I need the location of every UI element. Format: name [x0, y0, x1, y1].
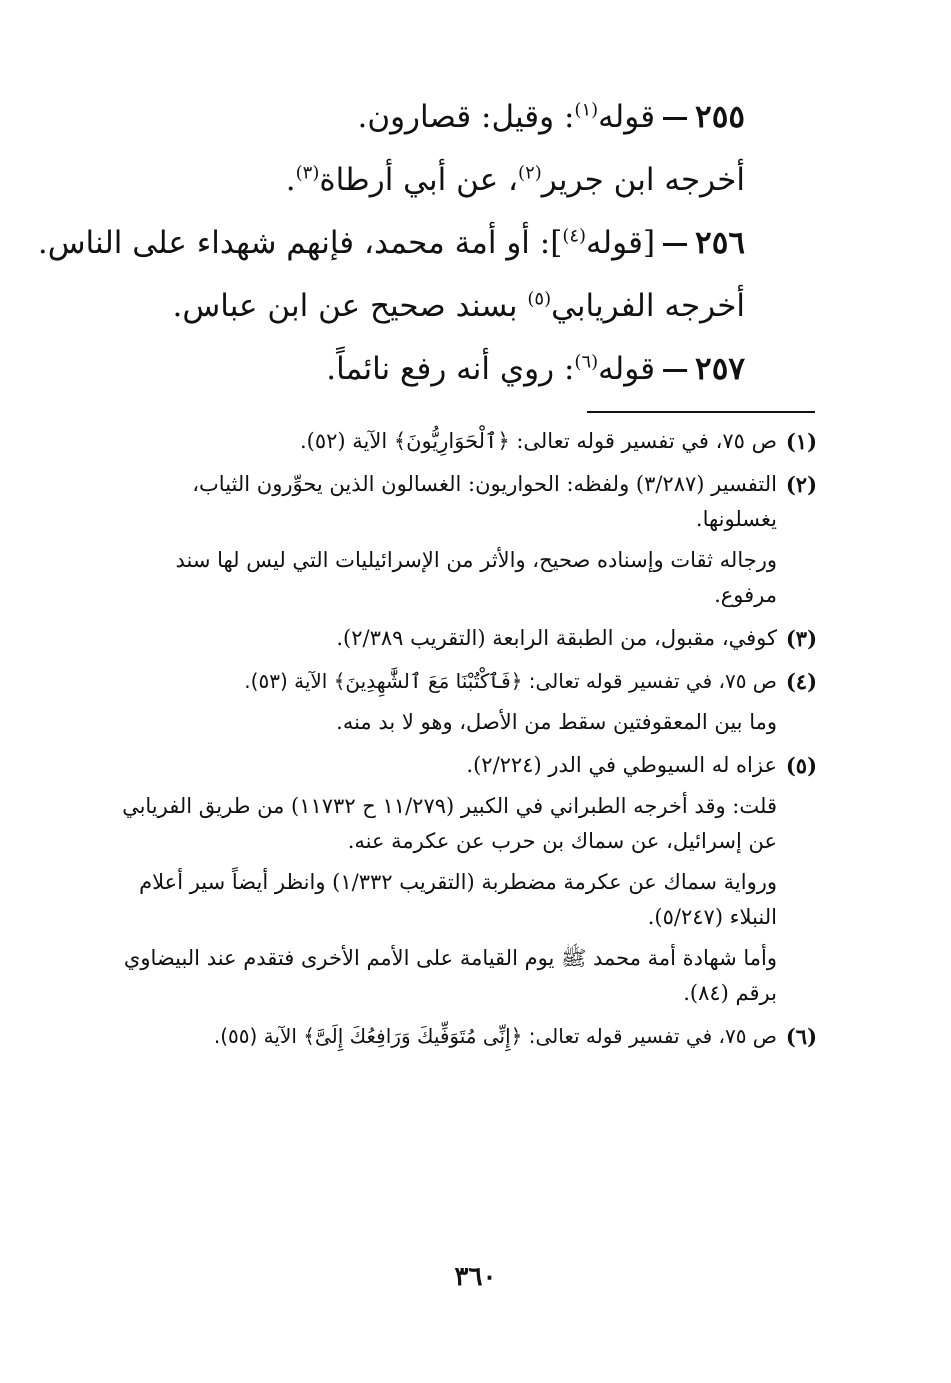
footnote-text: ص ٧٥، في تفسير قوله تعالى: ﴿إِنِّى مُتَوَفِّيكَ وَرَافِعُكَ إِلَىَّ﴾ الآية (٥٥).	[213, 1024, 777, 1048]
footnote-number: (٣)	[785, 626, 817, 651]
footnote-number: (٥)	[785, 753, 817, 778]
entry-text: بسند صحيح عن ابن عباس.	[172, 288, 528, 324]
footnote-3	[118, 621, 817, 656]
entry-256-line-1	[37, 212, 745, 275]
entry-text: [قوله	[586, 225, 656, 261]
entry-number: ٢٥٥	[695, 99, 745, 135]
footnote-text: ص ٧٥، في تفسير قوله تعالى: ﴿ٱلْحَوَارِيُّونَ﴾ الآية (٥٢).	[299, 429, 777, 453]
footnote-reference: (٥)	[527, 288, 552, 310]
footnote-text: ص ٧٥، في تفسير قوله تعالى: ﴿فَٱكْتُبْنَا مَعَ ٱلشَّٰهِدِينَ﴾ الآية (٥٣).	[244, 669, 777, 693]
footnote-number: (٦)	[785, 1024, 817, 1049]
footnote-4	[118, 664, 817, 740]
entry-255-line-2	[122, 149, 745, 212]
footnotes	[118, 424, 817, 1062]
footnote-text: التفسير (٣/٢٨٧) ولفظه: الحواريون: الغسالون الذين يحوِّرون الثياب، يغسلونها.	[192, 472, 777, 531]
footnote-extra: وما بين المعقوفتين سقط من الأصل، وهو لا بد منه.	[336, 710, 777, 734]
footnote-extra: ورواية سماك عن عكرمة مضطربة (التقريب ١/٣٣٢) وانظر أيضاً سير أعلام النبلاء (٥/٢٤٧).	[139, 870, 777, 929]
entry-text: قوله	[598, 351, 656, 387]
footnote-extra: ورجاله ثقات وإسناده صحيح، والأثر من الإسرائيليات التي ليس لها سند مرفوع.	[175, 548, 777, 607]
footnote-text: عزاه له السيوطي في الدر (٢/٢٢٤).	[466, 753, 777, 777]
footnote-5	[118, 748, 817, 1011]
entry-text: : وقيل: قصارون.	[357, 99, 575, 135]
entry-255-line-1	[122, 86, 745, 149]
entry-text: ، عن أبي أرطاة	[319, 162, 519, 198]
footnote-reference: (٤)	[562, 225, 587, 247]
entry-text: أخرجه ابن جرير	[541, 162, 745, 198]
footnote-1	[118, 424, 817, 459]
entry-dash	[663, 369, 687, 372]
entry-dash	[663, 117, 687, 120]
footnote-reference: (٦)	[574, 351, 599, 373]
footnote-reference: (٣)	[295, 162, 320, 184]
footnote-number: (١)	[785, 429, 817, 454]
footnote-text: كوفي، مقبول، من الطبقة الرابعة (التقريب ٢/٣٨٩).	[336, 626, 777, 650]
entry-text: .	[285, 162, 296, 198]
entry-257-line-1	[122, 338, 745, 401]
main-entries	[37, 86, 745, 401]
entry-text: : روي أنه رفع نائماً.	[326, 351, 575, 387]
entry-text: قوله	[598, 99, 656, 135]
footnote-extra: قلت: وقد أخرجه الطبراني في الكبير (١١/٢٧٩ ح ١١٧٣٢) من طريق الفريابي عن إسرائيل، عن سماك بن حرب عن عكرمة عنه.	[122, 794, 777, 853]
entry-text: أخرجه الفريابي	[551, 288, 745, 324]
footnote-extra: وأما شهادة أمة محمد ﷺ يوم القيامة على الأمم الأخرى فتقدم عند البيضاوي برقم (٨٤).	[123, 946, 777, 1005]
entry-256-line-2	[122, 275, 745, 338]
footnote-separator	[587, 411, 815, 413]
footnote-number: (٤)	[785, 669, 817, 694]
footnote-6	[118, 1019, 817, 1054]
footnote-reference: (٢)	[518, 162, 542, 184]
footnote-reference: (١)	[574, 99, 599, 121]
entry-number: ٢٥٦	[695, 225, 745, 261]
entry-number: ٢٥٧	[695, 351, 745, 387]
footnote-number: (٢)	[785, 472, 817, 497]
entry-text: ]: أو أمة محمد، فإنهم شهداء على الناس.	[37, 225, 563, 261]
page-number: ٣٦٠	[454, 1262, 497, 1292]
entry-dash	[663, 243, 687, 246]
footnote-2	[118, 467, 817, 613]
